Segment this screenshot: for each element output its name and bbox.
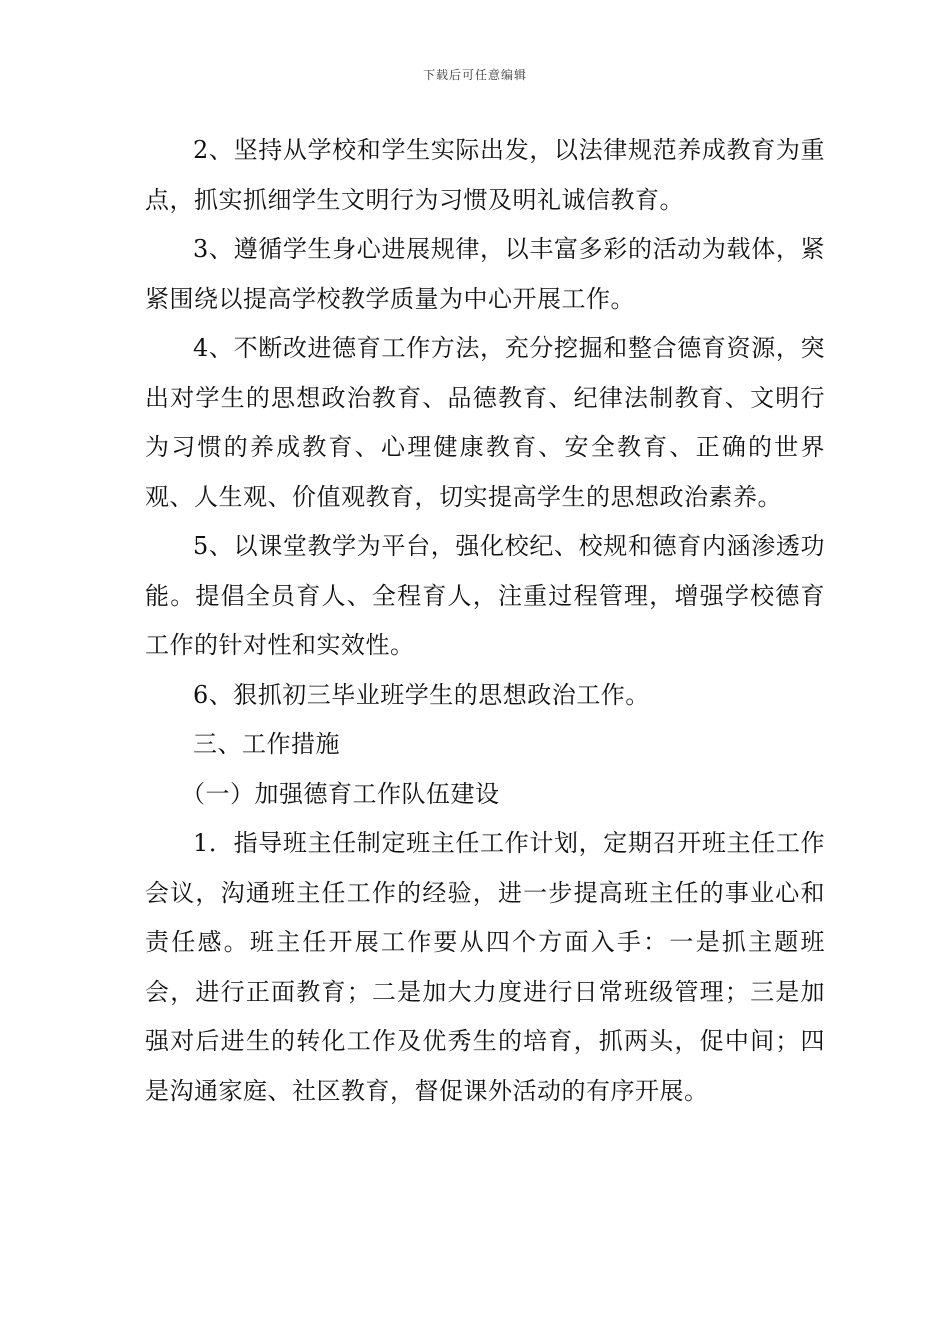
- subsection-heading-team: （一）加强德育工作队伍建设: [181, 779, 500, 808]
- document-body: [145, 126, 825, 1116]
- paragraph-measure-1: 1．指导班主任制定班主任工作计划，定期召开班主任工作会议，沟通班主任工作的经验，进一步提高班主任的事业心和责任感。班主任开展工作要从四个方面入手：一是抓主题班会，进行正面教育；二是加大力度进行日常班级管理；三是加强对后进生的转化工作及优秀生的培育，抓两头，促中间；四是沟通家庭、社区教育，督促课外活动的有序开展。: [145, 829, 825, 1105]
- paragraph-item-5: 5、以课堂教学为平台，强化校纪、校规和德育内涵渗透功能。提倡全员育人、全程育人，注重过程管理，增强学校德育工作的针对性和实效性。: [145, 532, 825, 659]
- paragraph-item-4: 4、不断改进德育工作方法，充分挖掘和整合德育资源，突出对学生的思想政治教育、品德教育、纪律法制教育、文明行为习惯的养成教育、心理健康教育、安全教育、正确的世界观、人生观、价值观教育，切实提高学生的思想政治素养。: [145, 334, 825, 511]
- paragraph-item-2: 2、坚持从学校和学生实际出发，以法律规范养成教育为重点，抓实抓细学生文明行为习惯及明礼诚信教育。: [145, 136, 825, 214]
- paragraph-item-3: 3、遵循学生身心进展规律，以丰富多彩的活动为载体，紧紧围绕以提高学校教学质量为中心开展工作。: [145, 235, 825, 313]
- section-heading-measures: 三、工作措施: [193, 730, 340, 758]
- paragraph-item-6: 6、狠抓初三毕业班学生的思想政治工作。: [193, 680, 650, 709]
- header-note: 下载后可任意编辑: [422, 68, 527, 82]
